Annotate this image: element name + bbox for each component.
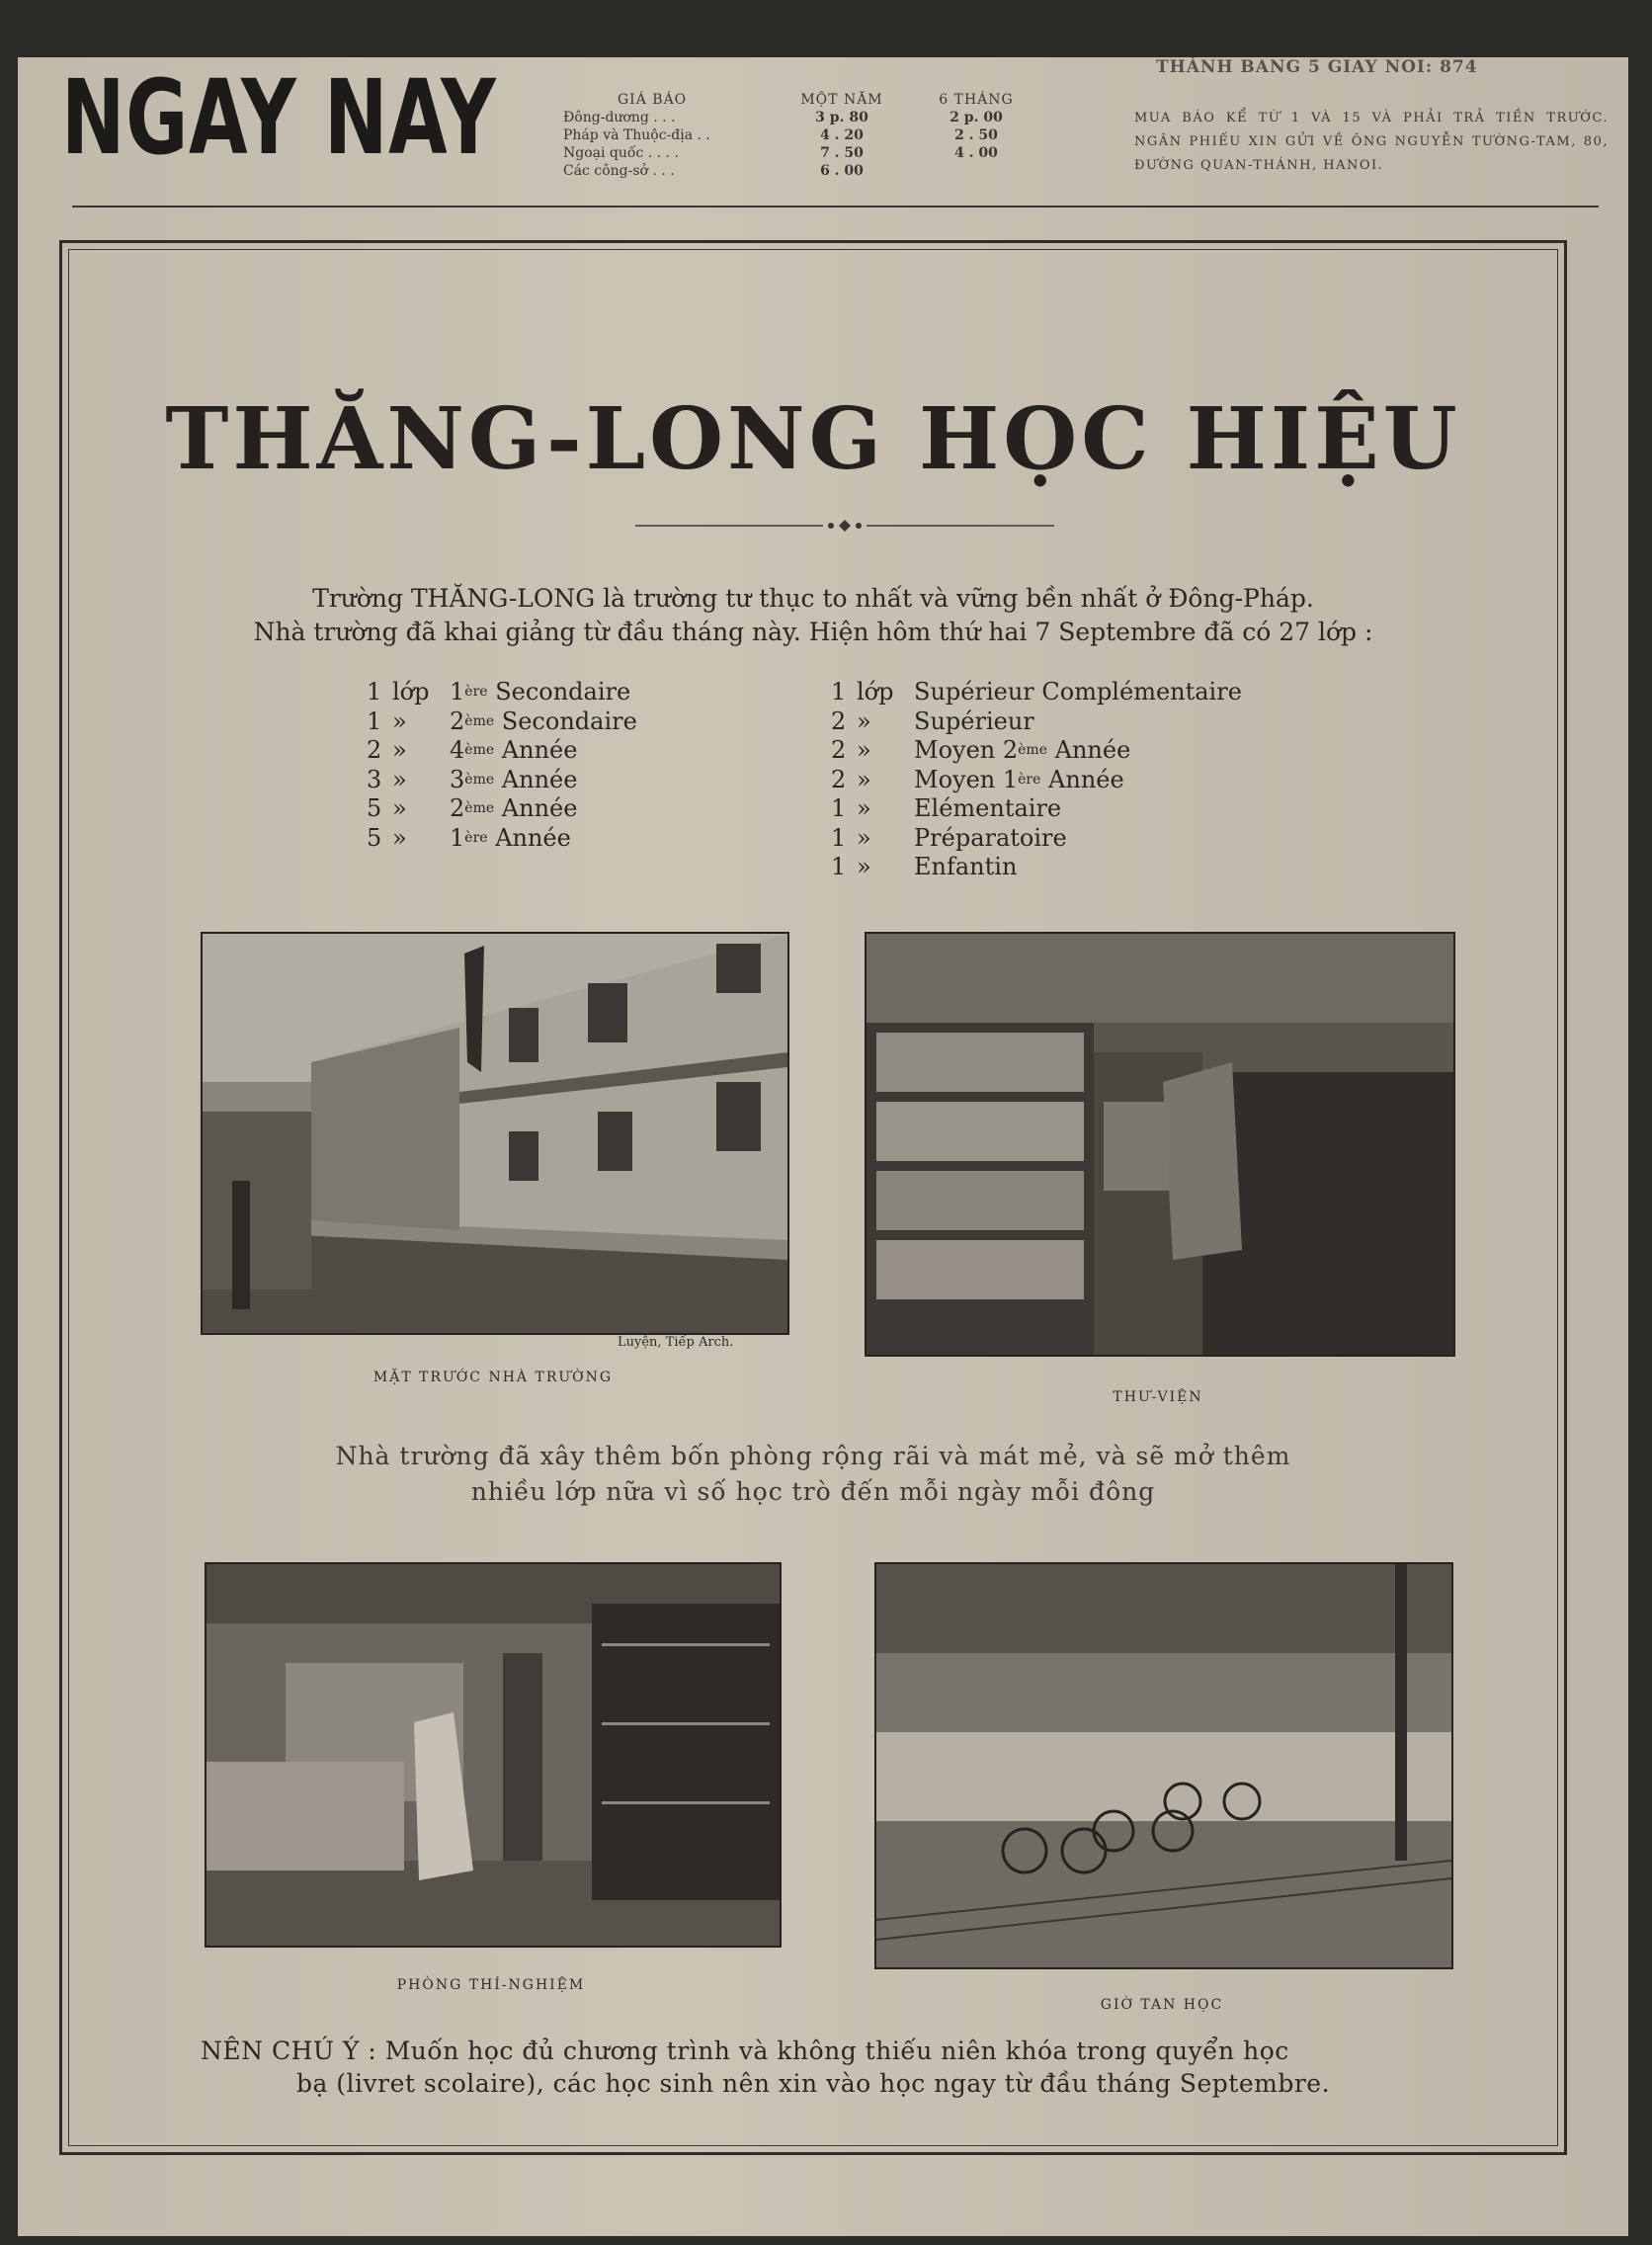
subscription-price-six — [917, 162, 1035, 180]
notice-line-2: bạ (livret scolaire), các học sinh nên xin vào học ngay từ đầu tháng Septembre. — [295, 2069, 1331, 2098]
laboratory-picture — [206, 1564, 780, 1946]
class-item — [831, 736, 1384, 766]
class-list-right — [831, 678, 1384, 882]
class-name: Préparatoire — [914, 823, 1067, 852]
masthead-title: NGAY NAY — [61, 57, 497, 178]
photo-dismissal — [874, 1562, 1453, 1969]
class-ordinal: 2 — [450, 707, 465, 735]
class-count: 5 — [367, 823, 382, 852]
subscription-price-year: 4 . 20 — [820, 127, 864, 143]
subscription-row — [563, 144, 1047, 162]
subscription-note: MUA BÁO KỂ TỪ 1 VÀ 15 VÀ PHẢI TRẢ TIỀN TRƯỚC. NGÂN PHIẾU XIN GỬI VỀ ÔNG NGUYỄN TƯỜNG-TAM, 80, ĐƯỜNG QUAN-THÁNH, HANOI. — [1134, 111, 1609, 173]
class-name: Année — [501, 736, 578, 764]
school-front-picture — [203, 934, 787, 1333]
class-item — [367, 736, 801, 766]
class-name: Moyen 2 — [914, 736, 1019, 764]
class-ordinal: 1 — [450, 678, 465, 706]
photo-credit: Luyện, Tiếp Arch. — [618, 1335, 734, 1350]
class-item — [831, 853, 1384, 882]
class-unit: » — [392, 823, 407, 852]
subscription-header — [563, 91, 1047, 109]
library-picture — [867, 934, 1453, 1355]
class-count: 1 — [831, 678, 847, 706]
class-name: Supérieur Complémentaire — [914, 678, 1242, 706]
intro-line-2: Nhà trường đã khai giảng từ đầu tháng này. Hiện hôm thứ hai 7 Septembre đã có 27 lớp : — [253, 618, 1373, 646]
class-name: Secondaire — [495, 678, 631, 706]
class-name: Enfantin — [914, 853, 1018, 880]
class-name: Année — [501, 765, 578, 793]
class-unit: » — [392, 765, 407, 793]
subscription-price-six: 4 . 00 — [954, 145, 998, 161]
class-count: 2 — [831, 707, 847, 735]
class-ordinal-suffix: ème — [464, 771, 495, 788]
class-item — [831, 824, 1384, 854]
class-name: Secondaire — [501, 707, 637, 735]
subscription-row — [563, 162, 1047, 180]
subscription-header-year: MỘT NĂM — [800, 92, 883, 108]
class-name: Moyen 1 — [914, 765, 1019, 793]
expansion-line-1: Nhà trường đã xây thêm bốn phòng rộng rãi và mát mẻ, và sẽ mở thêm — [335, 1442, 1291, 1470]
class-unit: lớp — [857, 678, 894, 706]
subscription-header-six-months: 6 THÁNG — [939, 92, 1014, 108]
class-item — [831, 766, 1384, 795]
subscription-region: Pháp và Thuộc-địa . . — [563, 127, 710, 143]
class-unit: » — [857, 853, 871, 880]
class-ordinal-suffix: ère — [1018, 771, 1041, 788]
notice-line-1: NÊN CHÚ Ý : Muốn học đủ chương trình và không thiếu niên khóa trong quyển học — [201, 2037, 1289, 2065]
subscription-region: Ngoại quốc . . . . — [563, 145, 679, 161]
class-item — [367, 794, 801, 824]
class-item — [831, 794, 1384, 824]
subscription-price-year: 3 p. 80 — [815, 110, 868, 125]
subscription-header-label: GIÁ BÁO — [618, 92, 688, 108]
class-unit: » — [392, 794, 407, 822]
subscription-row — [563, 109, 1047, 126]
class-name: Elémentaire — [914, 794, 1062, 822]
class-unit: » — [857, 736, 871, 764]
class-ordinal-suffix: ème — [464, 800, 495, 816]
class-ordinal: 1 — [450, 823, 465, 852]
class-count: 2 — [831, 765, 847, 793]
caption-library: THƯ-VIỆN — [1113, 1389, 1203, 1405]
class-item — [367, 707, 801, 737]
class-ordinal: 4 — [450, 736, 465, 764]
class-name-tail: Année — [1054, 736, 1131, 764]
subscription-table — [563, 91, 1047, 180]
class-count: 1 — [831, 794, 847, 822]
class-unit: » — [392, 736, 407, 764]
newspaper-page — [18, 57, 1628, 2236]
class-ordinal: 2 — [450, 794, 465, 822]
class-name: Année — [495, 823, 571, 852]
class-ordinal: 3 — [450, 765, 465, 793]
masthead-rule — [72, 206, 1599, 208]
class-count: 1 — [367, 707, 382, 735]
class-list-left — [367, 678, 801, 853]
class-unit: » — [857, 707, 871, 735]
class-unit: » — [857, 823, 871, 852]
ornament-divider — [635, 516, 1054, 536]
class-count: 1 — [367, 678, 382, 706]
ad-headline: THĂNG-LONG HỌC HIỆU — [165, 389, 1461, 489]
photo-library — [865, 932, 1455, 1357]
subscription-price-year: 6 . 00 — [820, 163, 864, 179]
class-ordinal-suffix: ème — [464, 742, 495, 758]
class-count: 5 — [367, 794, 382, 822]
class-count: 1 — [831, 823, 847, 852]
class-count: 3 — [367, 765, 382, 793]
class-count: 2 — [831, 736, 847, 764]
class-item — [367, 678, 801, 707]
class-item — [367, 824, 801, 854]
class-count: 1 — [831, 853, 847, 880]
class-unit: lớp — [392, 678, 430, 706]
class-item — [831, 707, 1384, 737]
class-item — [831, 678, 1384, 707]
subscription-row — [563, 126, 1047, 144]
subscription-price-six: 2 . 50 — [954, 127, 998, 143]
class-name: Année — [501, 794, 578, 822]
class-unit: » — [857, 794, 871, 822]
ad-intro — [62, 582, 1564, 649]
caption-school-front: MẶT TRƯỚC NHÀ TRƯỜNG — [372, 1370, 614, 1385]
class-unit: » — [392, 707, 407, 735]
subscription-price-six: 2 p. 00 — [950, 110, 1003, 125]
subscription-region: Các công-sở . . . — [563, 163, 675, 179]
class-ordinal-suffix: ère — [464, 829, 488, 846]
class-unit: » — [857, 765, 871, 793]
class-ordinal-suffix: ème — [1018, 742, 1047, 758]
class-item — [367, 766, 801, 795]
ad-frame — [59, 240, 1567, 2155]
subscription-region: Đông-dương . . . — [563, 110, 676, 125]
class-name: Supérieur — [914, 707, 1034, 735]
caption-dismissal: GIỜ TAN HỌC — [1100, 1997, 1224, 2013]
expansion-text — [62, 1439, 1564, 1510]
class-count: 2 — [367, 736, 382, 764]
intro-line-1: Trường THĂNG-LONG là trường tư thục to nhất và vững bền nhất ở Đông-Pháp. — [312, 584, 1314, 613]
dismissal-picture — [876, 1564, 1451, 1967]
class-name-tail: Année — [1048, 765, 1124, 793]
class-ordinal-suffix: ème — [464, 712, 495, 729]
subscription-price-year: 7 . 50 — [820, 145, 864, 161]
caption-laboratory: PHÒNG THÍ-NGHIỆM — [396, 1977, 586, 1993]
photo-laboratory — [205, 1562, 782, 1948]
photo-school-front — [201, 932, 789, 1335]
class-ordinal-suffix: ère — [464, 684, 488, 700]
notice-text — [201, 2035, 1446, 2100]
issue-line: THÀNH BANG 5 GIAY NOI: 874 — [1156, 57, 1478, 77]
expansion-line-2: nhiều lớp nữa vì số học trò đến mỗi ngày mỗi đông — [470, 1477, 1156, 1506]
